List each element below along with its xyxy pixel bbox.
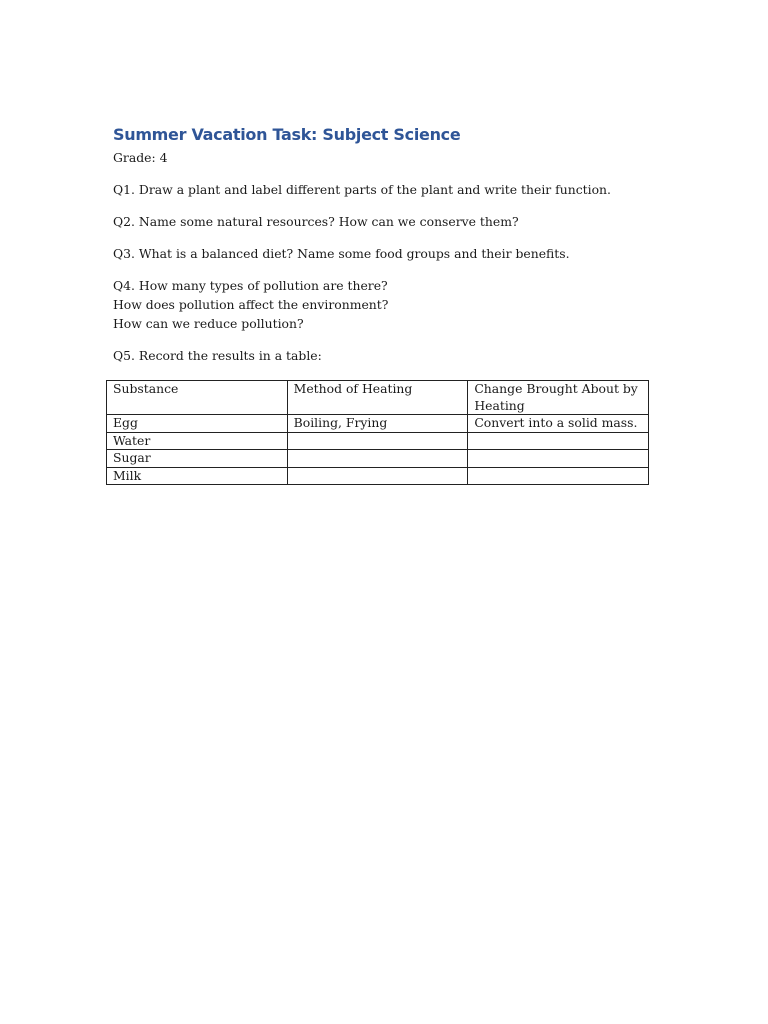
table-cell [287,432,468,450]
table-cell: Egg [107,415,288,433]
table-cell: Milk [107,467,288,485]
question-1: Q1. Draw a plant and label different parts of the plant and write their function. [113,182,611,197]
table-row [107,467,649,485]
table-cell [468,450,649,468]
question-4-line-3: How can we reduce pollution? [113,316,304,331]
question-3: Q3. What is a balanced diet? Name some food groups and their benefits. [113,246,570,261]
table-cell: Water [107,432,288,450]
table-header-cell: Method of Heating [287,381,468,415]
table-row [107,415,649,433]
table-header-row [107,381,649,415]
table-cell: Convert into a solid mass. [468,415,649,433]
table-cell [287,450,468,468]
table-cell [468,467,649,485]
question-5: Q5. Record the results in a table: [113,348,322,363]
table-cell: Sugar [107,450,288,468]
table-row [107,432,649,450]
table-header-cell: Substance [107,381,288,415]
table-cell: Boiling, Frying [287,415,468,433]
grade-text: Grade: 4 [113,150,168,165]
table-cell [287,467,468,485]
question-2: Q2. Name some natural resources? How can we conserve them? [113,214,519,229]
question-4-line-1: Q4. How many types of pollution are there? [113,278,388,293]
table-cell [468,432,649,450]
table-header-cell: Change Brought About by Heating [468,381,649,415]
results-table [106,380,649,485]
table-row [107,450,649,468]
question-4-line-2: How does pollution affect the environment? [113,297,389,312]
document-title: Summer Vacation Task: Subject Science [113,125,461,144]
